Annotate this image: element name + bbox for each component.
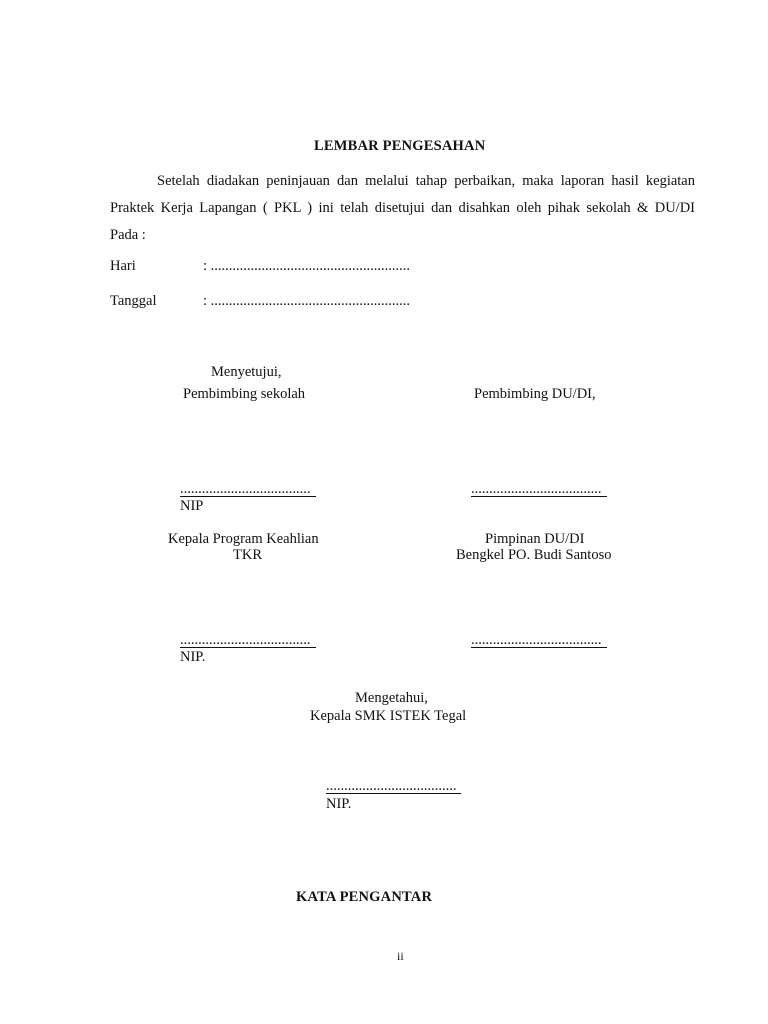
signature-dots-sekolah: .................................... [180, 481, 311, 497]
signature-line-pimpinan [471, 647, 607, 648]
page-title: LEMBAR PENGESAHAN [314, 138, 486, 154]
tanggal-value: : ....................................................... [203, 293, 411, 309]
nip-label-1: NIP [180, 498, 204, 514]
intro-line-2: Praktek Kerja Lapangan ( PKL ) ini telah disetujui dan disahkan oleh pihak sekolah & DU/DI [110, 200, 695, 216]
tanggal-label: Tanggal [110, 293, 157, 309]
nip-label-2: NIP. [180, 649, 206, 665]
nip-label-3: NIP. [326, 796, 352, 812]
signature-line-sekolah [180, 496, 316, 497]
menyetujui-label: Menyetujui, [211, 364, 282, 380]
intro-line-3: Pada : [110, 227, 146, 243]
tkr-label: TKR [233, 547, 262, 563]
mengetahui-label: Mengetahui, [355, 690, 428, 706]
signature-line-dudi [471, 496, 607, 497]
signature-line-kepala-smk [326, 793, 461, 794]
signature-dots-pimpinan: .................................... [471, 632, 602, 648]
kepala-smk-label: Kepala SMK ISTEK Tegal [310, 708, 467, 724]
pimpinan-dudi-label: Pimpinan DU/DI [485, 531, 585, 547]
kata-pengantar-heading: KATA PENGANTAR [296, 889, 433, 905]
page-number: ii [397, 949, 404, 963]
signature-dots-kepala-program: .................................... [180, 632, 311, 648]
intro-paragraph [110, 168, 695, 249]
bengkel-label: Bengkel PO. Budi Santoso [456, 547, 612, 563]
intro-line-1: Setelah diadakan peninjauan dan melalui tahap perbaikan, maka laporan hasil kegiatan [157, 173, 695, 189]
hari-label: Hari [110, 258, 136, 274]
signature-line-kepala-program [180, 647, 316, 648]
kepala-program-label: Kepala Program Keahlian [168, 531, 319, 547]
signature-dots-dudi: .................................... [471, 481, 602, 497]
pembimbing-dudi-label: Pembimbing DU/DI, [474, 386, 596, 402]
hari-value: : ....................................................... [203, 258, 411, 274]
pembimbing-sekolah-label: Pembimbing sekolah [183, 386, 306, 402]
signature-dots-kepala-smk: .................................... [326, 778, 457, 794]
